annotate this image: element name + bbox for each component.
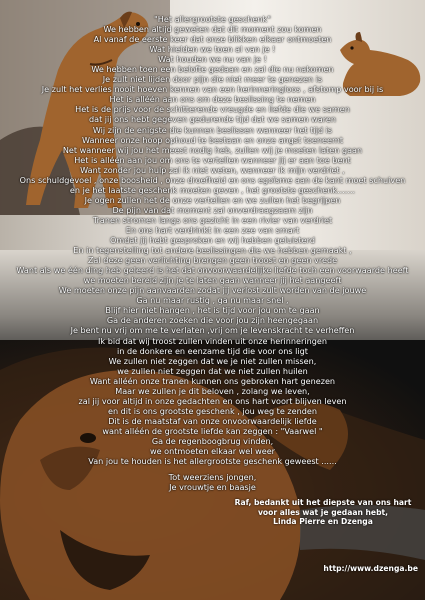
poem-line: Wanneer onze hoop ophoud te bestaan en onze angst toeneemt (81, 134, 344, 145)
poem-closing-line: Je vrouwtje en baasje (169, 482, 256, 493)
poem-line: Je bent nu vrij om me te verlaten ,vrij om je levenskracht te verheffen (70, 325, 355, 336)
poem-line: We zullen niet zeggen dat we je niet zullen missen, (108, 355, 317, 366)
poem-line: Ik bid dat wij troost zullen vinden uit onze herinneringen (98, 335, 327, 346)
poem-line: Maar we zullen je dit beloven , zolang we leven, (115, 385, 310, 396)
poem-line: Blijf hier niet hangen , het is tijd voor jou om te gaan (105, 305, 320, 316)
dedication-signature (228, 498, 418, 527)
poem-line: Al vanaf de eerste keer dat onze blikken elkaar ontmoeten (93, 34, 332, 45)
poem-line: Ga de anderen zoeken die voor jou zijn heengegaan (106, 315, 319, 326)
poem-line: Dit is de maatstaf van onze onvoorwaardelijk liefde (108, 415, 317, 426)
poem-line: zal jij voor altijd in onze gedachten en ons hart voort blijven leven (78, 395, 347, 406)
poem-line: Ons schuldgevoel , onze boosheid , onze droefheid en ons egoïsme aan de kant moet schuiven (19, 174, 406, 185)
poem-line: Wat houden we nu van je ! (158, 54, 267, 65)
poem-line: dat jij ons hebt gegeven gedurende tijd dat we samen waren (88, 114, 337, 125)
poem-line: Je zult het verlies nooit hoeven kennen van een herinneringloos , afstomp voor bij is (41, 84, 384, 95)
poem-line: in de donkere en eenzame tijd die voor ons ligt (117, 345, 308, 356)
poem-line-title: "Het allergrootste geschenk" (154, 14, 271, 24)
poem-line: en dit is ons grootste geschenk , jou weg te zenden (107, 405, 317, 416)
poem-line: Zal deze geen verlichting brengen geen troost en geen vrede (87, 255, 338, 266)
poem-line: Omdat jij hebt gesproken en wij hebben geluisterd (110, 235, 315, 246)
poem-line: Het is alléén aan ons om deze beslissing te nemen (109, 94, 316, 105)
poem-line: Want zonder jou hulp zal ik niet weten, wanneer ik mijn verdriet , (80, 164, 345, 175)
signature-line: Linda Pierre en Dzenga (273, 517, 373, 527)
poem-line: Van jou te houden is het allergrootste geschenk geweest ...... (88, 456, 337, 467)
poem-line: De pijn van dat moment zal onverdraagzaam zijn (112, 204, 313, 215)
poem-line: en je het laatste geschenk moeten geven , het grootste geschenk....... (69, 184, 356, 195)
poem-line: We moeten onze pijn aanvaarden zodat jij verlost zult worden van de jouwe (58, 285, 367, 296)
poem-line: Het is de prijs voor de schitterende vreugde en liefde die we samen (75, 104, 350, 115)
poem-line: Wij zijn de enigste die kunnen beslissen wanneer het tijd is (92, 124, 333, 135)
poem-line: Je ogen zullen het de onze vertellen en we zullen het begrijpen (84, 194, 341, 205)
poem-text (0, 14, 425, 492)
poem-line: Ga de regenboogbrug vinden, (151, 435, 274, 446)
poem-line: We hebben toen een belofte gedaan en zal die nu nakomen (91, 64, 334, 75)
poem-line: want alléén de grootste liefde kan zeggen : "Vaarwel " (102, 425, 323, 436)
poem-line: En ons hart verdrinkt in een zee van smart (125, 224, 300, 235)
poem-line: Net wanneer wij jou het meest nodig heb, zullen wij je moeten laten gaan (62, 144, 363, 155)
poem-line: we moeten bereid zijn je te laten gaan wanneer jij het aangeeft (83, 275, 342, 286)
poem-line: Ga nu maar rustig , ga nu maar snel , (136, 295, 289, 306)
poem-line: Je zult niet lijden door pijn die niet meer te genezen is (102, 74, 323, 85)
website-url: http://www.dzenga.be (323, 564, 418, 573)
poem-line: we ontmoeten elkaar wel weer (149, 446, 276, 457)
poem-line: we zullen niet zeggen dat we niet zullen huilen (117, 365, 308, 376)
poem-line: Tranen stromen langs ons gezicht in een rivier van verdriet (92, 214, 333, 225)
poem-line: En in tegenstelling tot andere beslissingen die we hebben gemaakt , (73, 245, 352, 256)
poem-line: Want als we één ding heb geleerd is het dat onvoorwaardelijke liefde toch een voorwaarde heeft (16, 265, 409, 276)
signature-line: Raf, bedankt uit het diepste van ons hart (234, 498, 412, 507)
poem-line: Wat hielden we toen al van je ! (149, 44, 276, 55)
poem-line: Het is alléén aan jou om ons te vertellen wanneer jij er aan toe bent (74, 154, 351, 165)
poem-line: We hebben altijd geweten dat dit moment zou komen (103, 24, 322, 35)
poem-closing-line: Tot weerziens jongen, (168, 472, 257, 483)
signature-line: voor alles wat je gedaan hebt, (257, 507, 389, 517)
poem-line: Want alléén onze tranen kunnen ons gebroken hart genezen (89, 375, 336, 386)
